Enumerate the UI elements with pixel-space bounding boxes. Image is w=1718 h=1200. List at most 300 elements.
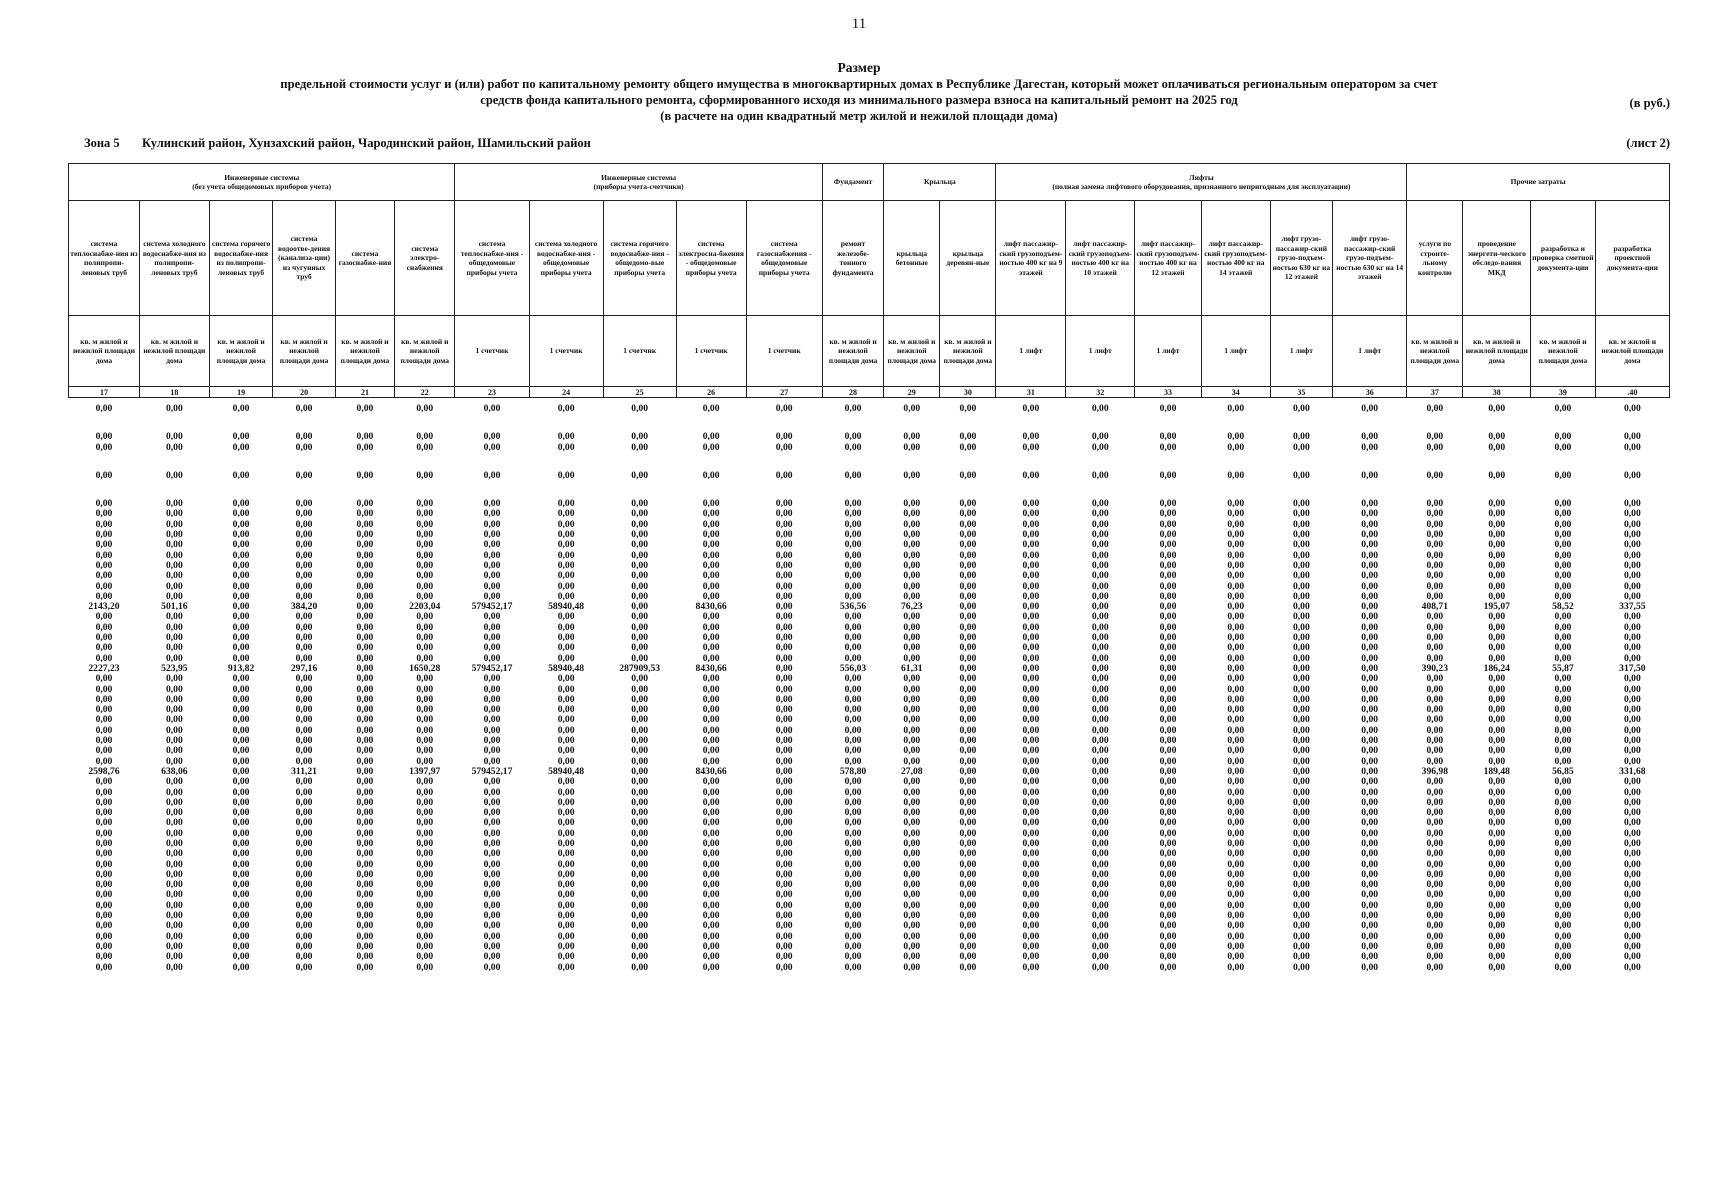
table-cell: 0,00 [165, 652, 183, 664]
table-cell: 0,00 [1426, 570, 1444, 582]
table-cell: 0,00 [1623, 848, 1641, 860]
table-cell: 0,00 [631, 786, 649, 798]
table-cell: 0,00 [1022, 910, 1040, 922]
table-cell: 0,00 [702, 920, 720, 932]
table-cell: 0,00 [1361, 796, 1379, 808]
table-cell: 0,00 [1488, 889, 1506, 901]
table-cell: 0,00 [356, 837, 374, 849]
table-row [69, 471, 1670, 481]
table-cell: 0,00 [1159, 940, 1177, 952]
table-cell: 0,00 [1159, 724, 1177, 736]
table-cell: 0,00 [295, 951, 313, 963]
table-cell: 0,00 [295, 498, 313, 510]
table-cell: 0,00 [1488, 570, 1506, 582]
table-cell: 0,00 [1022, 889, 1040, 901]
table-cell: 0,00 [1488, 724, 1506, 736]
table-cell: 0,00 [903, 786, 921, 798]
table-cell: 337,55 [1619, 601, 1646, 613]
table-cell: 0,00 [95, 693, 113, 705]
table-cell: 0,00 [165, 868, 183, 880]
table-cell: 0,00 [844, 403, 862, 414]
table-cell: 0,00 [1361, 940, 1379, 952]
table-cell: 0,00 [232, 961, 250, 973]
title-line-1: Размер [837, 60, 881, 75]
table-cell: 0,00 [95, 632, 113, 644]
table-cell: 8430,66 [695, 662, 727, 674]
table-cell: 0,00 [1159, 652, 1177, 664]
table-cell: 0,00 [1426, 899, 1444, 911]
table-cell: 0,00 [1554, 796, 1572, 808]
table-cell: 0,00 [165, 403, 183, 414]
table-cell: 0,00 [903, 868, 921, 880]
table-cell: 0,00 [1022, 693, 1040, 705]
table-cell: 0,00 [1361, 714, 1379, 726]
table-cell: 0,00 [702, 403, 720, 414]
table-cell: 0,00 [1426, 724, 1444, 736]
table-cell: 0,00 [165, 611, 183, 623]
table-cell: 0,00 [1554, 441, 1572, 453]
table-cell: 0,00 [1091, 590, 1109, 602]
table-cell: 0,00 [1426, 652, 1444, 664]
table-cell: 311,21 [291, 765, 317, 777]
table-cell: 408,71 [1421, 601, 1449, 613]
table-cell: 0,00 [483, 642, 501, 654]
table-cell: 0,00 [95, 807, 113, 819]
table-cell: 0,00 [232, 786, 250, 798]
table-cell: 0,00 [1159, 868, 1177, 880]
table-cell: 0,00 [702, 817, 720, 829]
table-cell: 55,87 [1552, 662, 1574, 674]
column-name: лифт грузо-пассажир-ский грузо-подъем-ностью 630 кг на 12 этажей [1270, 201, 1332, 316]
table-cell: 0,00 [1361, 403, 1379, 414]
table-cell: 0,00 [1022, 539, 1040, 551]
table-cell: 0,00 [775, 673, 793, 685]
table-cell: 0,00 [1159, 961, 1177, 973]
table-cell: 0,00 [1361, 611, 1379, 623]
table-cell: 0,00 [1292, 580, 1310, 592]
table-cell: 0,00 [232, 889, 250, 901]
table-cell: 0,00 [631, 858, 649, 870]
table-cell: 0,00 [631, 559, 649, 571]
table-cell: 0,00 [232, 529, 250, 541]
table-cell: 0,00 [416, 837, 434, 849]
table-cell: 0,00 [557, 652, 575, 664]
table-cell: 0,00 [1488, 776, 1506, 788]
table-cell: 0,00 [483, 611, 501, 623]
table-cell: 0,00 [702, 590, 720, 602]
table-cell: 0,00 [416, 724, 434, 736]
table-cell: 0,00 [295, 858, 313, 870]
table-cell: 0,00 [557, 621, 575, 633]
table-cell: 0,00 [903, 745, 921, 757]
table-cell: 0,00 [702, 776, 720, 788]
table-cell: 0,00 [1159, 529, 1177, 541]
table-cell: 0,00 [959, 858, 977, 870]
table-cell: 0,00 [557, 940, 575, 952]
table-cell: 0,00 [1022, 765, 1040, 777]
table-cell: 0,00 [1554, 570, 1572, 582]
table-cell: 0,00 [1091, 403, 1109, 414]
table-cell: 0,00 [844, 827, 862, 839]
table-cell: 0,00 [356, 920, 374, 932]
table-cell: 0,00 [1488, 848, 1506, 860]
table-cell: 0,00 [1292, 786, 1310, 798]
table-cell: 0,00 [95, 920, 113, 932]
table-cell: 0,00 [557, 724, 575, 736]
table-cell: 0,00 [483, 549, 501, 561]
table-cell: 0,00 [903, 431, 921, 443]
column-number: 30 [940, 387, 996, 398]
table-cell: 0,00 [903, 755, 921, 767]
table-cell: 0,00 [959, 940, 977, 952]
table-cell: 0,00 [95, 817, 113, 829]
table-cell: 0,00 [903, 940, 921, 952]
table-cell: 0,00 [165, 508, 183, 520]
table-cell: 0,00 [1292, 889, 1310, 901]
table-cell: 0,00 [775, 611, 793, 623]
table-cell: 0,00 [1623, 529, 1641, 541]
table-cell: 0,00 [1292, 951, 1310, 963]
table-cell: 0,00 [1623, 673, 1641, 685]
table-cell: 0,00 [295, 518, 313, 530]
table-cell: 0,00 [416, 549, 434, 561]
table-cell: 0,00 [1361, 632, 1379, 644]
table-cell: 0,00 [1361, 724, 1379, 736]
table-cell: 0,00 [1091, 961, 1109, 973]
table-cell: 0,00 [1488, 498, 1506, 510]
table-cell: 0,00 [1091, 683, 1109, 695]
table-cell: 0,00 [1426, 611, 1444, 623]
table-cell: 0,00 [631, 817, 649, 829]
table-cell: 0,00 [295, 889, 313, 901]
table-cell: 0,00 [356, 879, 374, 891]
table-cell: 0,00 [232, 827, 250, 839]
table-cell: 0,00 [1488, 704, 1506, 716]
table-cell: 0,00 [1091, 693, 1109, 705]
table-cell: 0,00 [1361, 776, 1379, 788]
table-cell: 0,00 [702, 652, 720, 664]
table-cell: 0,00 [775, 745, 793, 757]
table-cell: 0,00 [483, 714, 501, 726]
table-cell: 0,00 [416, 879, 434, 891]
table-cell: 0,00 [356, 704, 374, 716]
table-cell: 0,00 [95, 837, 113, 849]
table-cell: 0,00 [557, 827, 575, 839]
table-cell: 0,00 [1488, 796, 1506, 808]
table-cell: 0,00 [631, 837, 649, 849]
table-cell: 0,00 [416, 683, 434, 695]
table-cell: 0,00 [903, 735, 921, 747]
table-cell: 0,00 [295, 590, 313, 602]
table-cell: 0,00 [165, 539, 183, 551]
table-cell: 0,00 [1022, 590, 1040, 602]
table-cell: 0,00 [295, 920, 313, 932]
table-cell: 0,00 [1227, 807, 1245, 819]
table-cell: 0,00 [557, 889, 575, 901]
table-cell: 0,00 [1159, 539, 1177, 551]
table-cell: 0,00 [702, 431, 720, 443]
table-cell: 0,00 [702, 796, 720, 808]
table-cell: 0,00 [356, 673, 374, 685]
table-cell: 0,00 [1159, 621, 1177, 633]
table-cell: 0,00 [557, 498, 575, 510]
table-cell: 0,00 [1022, 920, 1040, 932]
table-cell: 0,00 [1227, 879, 1245, 891]
table-cell: 0,00 [1361, 951, 1379, 963]
table-cell: 0,00 [416, 961, 434, 973]
table-cell: 0,00 [165, 441, 183, 453]
table-cell: 0,00 [1554, 910, 1572, 922]
table-cell: 0,00 [1159, 518, 1177, 530]
table-cell: 0,00 [959, 807, 977, 819]
table-cell: 0,00 [903, 590, 921, 602]
table-row [69, 398, 1670, 415]
group-header-row [69, 164, 1670, 201]
table-cell: 0,00 [95, 683, 113, 695]
table-cell: 0,00 [356, 642, 374, 654]
table-cell: 0,00 [95, 940, 113, 952]
table-cell: 0,00 [1227, 549, 1245, 561]
table-cell: 0,00 [844, 735, 862, 747]
table-cell: 0,00 [702, 529, 720, 541]
table-cell: 0,00 [1426, 403, 1444, 414]
table-cell: 0,00 [1361, 899, 1379, 911]
table-cell: 0,00 [1623, 910, 1641, 922]
table-cell: 0,00 [1426, 559, 1444, 571]
table-cell: 0,00 [1091, 714, 1109, 726]
table-cell: 0,00 [1159, 611, 1177, 623]
table-cell: 0,00 [483, 848, 501, 860]
table-cell: 0,00 [356, 662, 374, 674]
table-cell: 0,00 [1091, 755, 1109, 767]
table-cell: 0,00 [165, 704, 183, 716]
table-cell: 0,00 [959, 469, 977, 481]
table-cell: 0,00 [631, 611, 649, 623]
table-cell: 0,00 [95, 403, 113, 414]
table-cell: 0,00 [1227, 580, 1245, 592]
spacer-cell [69, 481, 1670, 499]
table-cell: 0,00 [1292, 539, 1310, 551]
table-cell: 0,00 [165, 621, 183, 633]
table-cell: 0,00 [165, 827, 183, 839]
table-cell: 0,00 [232, 735, 250, 747]
table-cell: 0,00 [1159, 498, 1177, 510]
table-cell: 0,00 [295, 559, 313, 571]
table-cell: 0,00 [1361, 529, 1379, 541]
table-cell: 0,00 [775, 570, 793, 582]
table-cell: 0,00 [557, 899, 575, 911]
table-cell: 0,00 [295, 714, 313, 726]
table-cell: 0,00 [557, 529, 575, 541]
table-cell: 0,00 [1227, 940, 1245, 952]
table-cell: 0,00 [295, 570, 313, 582]
table-cell: 0,00 [557, 755, 575, 767]
table-cell: 1397,97 [409, 765, 441, 777]
table-cell: 0,00 [1623, 755, 1641, 767]
table-cell: 0,00 [1227, 431, 1245, 443]
table-cell: 76,23 [900, 601, 923, 613]
table-cell: 0,00 [356, 518, 374, 530]
column-number: 19 [209, 387, 273, 398]
table-cell: 0,00 [295, 827, 313, 839]
table-cell: 0,00 [1426, 714, 1444, 726]
table-cell: 189,48 [1483, 765, 1510, 777]
table-cell: 0,00 [557, 786, 575, 798]
table-cell: 0,00 [1091, 518, 1109, 530]
table-cell: 0,00 [295, 652, 313, 664]
table-cell: 0,00 [1159, 848, 1177, 860]
table-cell: 0,00 [356, 889, 374, 901]
table-cell: 0,00 [1623, 940, 1641, 952]
table-cell: 0,00 [903, 403, 921, 414]
column-number: 31 [996, 387, 1066, 398]
table-cell: 0,00 [1292, 817, 1310, 829]
table-cell: 0,00 [165, 796, 183, 808]
table-cell: 0,00 [631, 930, 649, 942]
column-name: система газоснабже-ния [335, 201, 394, 316]
table-cell: 0,00 [1554, 858, 1572, 870]
table-cell: 0,00 [295, 403, 313, 414]
table-cell: 0,00 [95, 848, 113, 860]
table-cell: 0,00 [232, 714, 250, 726]
table-cell: 0,00 [844, 848, 862, 860]
table-cell: 0,00 [631, 848, 649, 860]
table-cell: 0,00 [232, 724, 250, 736]
table-cell: 0,00 [1292, 848, 1310, 860]
table-cell: 0,00 [702, 735, 720, 747]
table-cell: 0,00 [1488, 858, 1506, 870]
table-cell: 0,00 [1554, 549, 1572, 561]
cost-table [68, 163, 1670, 973]
table-cell: 0,00 [557, 817, 575, 829]
table-cell: 0,00 [416, 755, 434, 767]
table-cell: 0,00 [775, 403, 793, 414]
table-cell: 0,00 [959, 611, 977, 623]
table-cell: 0,00 [232, 899, 250, 911]
table-cell: 0,00 [631, 899, 649, 911]
table-cell: 0,00 [416, 714, 434, 726]
table-cell: 0,00 [1159, 765, 1177, 777]
table-cell: 0,00 [1554, 735, 1572, 747]
table-cell: 0,00 [483, 868, 501, 880]
table-cell: 0,00 [959, 498, 977, 510]
table-cell: 0,00 [844, 611, 862, 623]
column-unit: кв. м жилой и нежилой площади дома [1407, 316, 1463, 387]
group-header: Крыльца [884, 164, 996, 201]
table-cell: 0,00 [1554, 755, 1572, 767]
table-cell: 0,00 [1292, 807, 1310, 819]
table-cell: 0,00 [1091, 539, 1109, 551]
table-cell: 0,00 [1159, 755, 1177, 767]
table-cell: 2598,76 [88, 765, 120, 777]
table-cell: 0,00 [775, 441, 793, 453]
table-cell: 0,00 [416, 776, 434, 788]
table-cell: 0,00 [1426, 868, 1444, 880]
table-cell: 0,00 [1292, 590, 1310, 602]
table-cell: 0,00 [702, 683, 720, 695]
table-cell: 0,00 [1554, 961, 1572, 973]
table-cell: 0,00 [483, 559, 501, 571]
table-cell: 0,00 [1554, 930, 1572, 942]
table-cell: 0,00 [416, 518, 434, 530]
table-cell: 0,00 [1361, 961, 1379, 973]
table-cell: 0,00 [775, 580, 793, 592]
table-cell: 0,00 [416, 745, 434, 757]
table-cell: 0,00 [1091, 601, 1109, 613]
table-cell: 0,00 [702, 469, 720, 481]
table-cell: 0,00 [775, 940, 793, 952]
table-cell: 0,00 [95, 441, 113, 453]
table-cell: 0,00 [1426, 807, 1444, 819]
table-cell: 0,00 [1488, 611, 1506, 623]
table-cell: 0,00 [1554, 776, 1572, 788]
table-cell: 0,00 [483, 735, 501, 747]
table-cell: 0,00 [844, 590, 862, 602]
table-cell: 0,00 [1159, 827, 1177, 839]
table-cell: 0,00 [903, 621, 921, 633]
table-cell: 0,00 [1227, 662, 1245, 674]
table-cell: 0,00 [1292, 879, 1310, 891]
table-cell: 8430,66 [695, 765, 727, 777]
table-cell: 0,00 [1227, 652, 1245, 664]
table-cell: 0,00 [844, 559, 862, 571]
table-cell: 0,00 [775, 930, 793, 942]
table-cell: 0,00 [483, 590, 501, 602]
table-cell: 0,00 [1554, 704, 1572, 716]
table-cell: 0,00 [1159, 735, 1177, 747]
table-cell: 0,00 [1022, 817, 1040, 829]
table-cell: 0,00 [844, 580, 862, 592]
table-cell: 0,00 [702, 899, 720, 911]
table-cell: 0,00 [1554, 827, 1572, 839]
table-cell: 0,00 [1623, 714, 1641, 726]
table-cell: 0,00 [1091, 652, 1109, 664]
table-cell: 0,00 [1159, 673, 1177, 685]
table-cell: 0,00 [483, 786, 501, 798]
table-cell: 0,00 [165, 807, 183, 819]
group-header: Инженерные системы (приборы учета-счетчики) [455, 164, 822, 201]
column-unit: кв. м жилой и нежилой площади дома [335, 316, 394, 387]
table-cell: 0,00 [1292, 858, 1310, 870]
table-cell: 0,00 [95, 431, 113, 443]
table-cell: 0,00 [1227, 518, 1245, 530]
table-cell: 0,00 [416, 827, 434, 839]
table-cell: 501,16 [161, 601, 188, 613]
table-cell: 536,56 [839, 601, 867, 613]
table-cell: 0,00 [1091, 632, 1109, 644]
table-cell: 0,00 [702, 704, 720, 716]
table-cell: 0,00 [483, 961, 501, 973]
table-cell: 0,00 [165, 498, 183, 510]
table-cell: 0,00 [416, 796, 434, 808]
table-cell: 0,00 [557, 642, 575, 654]
table-cell: 0,00 [1022, 403, 1040, 414]
table-cell: 0,00 [1488, 518, 1506, 530]
table-cell: 0,00 [1159, 817, 1177, 829]
table-cell: 0,00 [903, 549, 921, 561]
table-cell: 0,00 [232, 570, 250, 582]
row-spacer [69, 481, 1670, 499]
page-number: 11 [851, 16, 867, 32]
column-name: система горячего водоснабже-ния из полипропи-леновых труб [209, 201, 273, 316]
table-cell: 0,00 [1488, 559, 1506, 571]
table-cell: 0,00 [416, 786, 434, 798]
table-cell: 0,00 [959, 662, 977, 674]
table-cell: 0,00 [1227, 683, 1245, 695]
table-cell: 0,00 [232, 796, 250, 808]
table-cell: 0,00 [232, 776, 250, 788]
table-cell: 0,00 [1292, 403, 1310, 414]
